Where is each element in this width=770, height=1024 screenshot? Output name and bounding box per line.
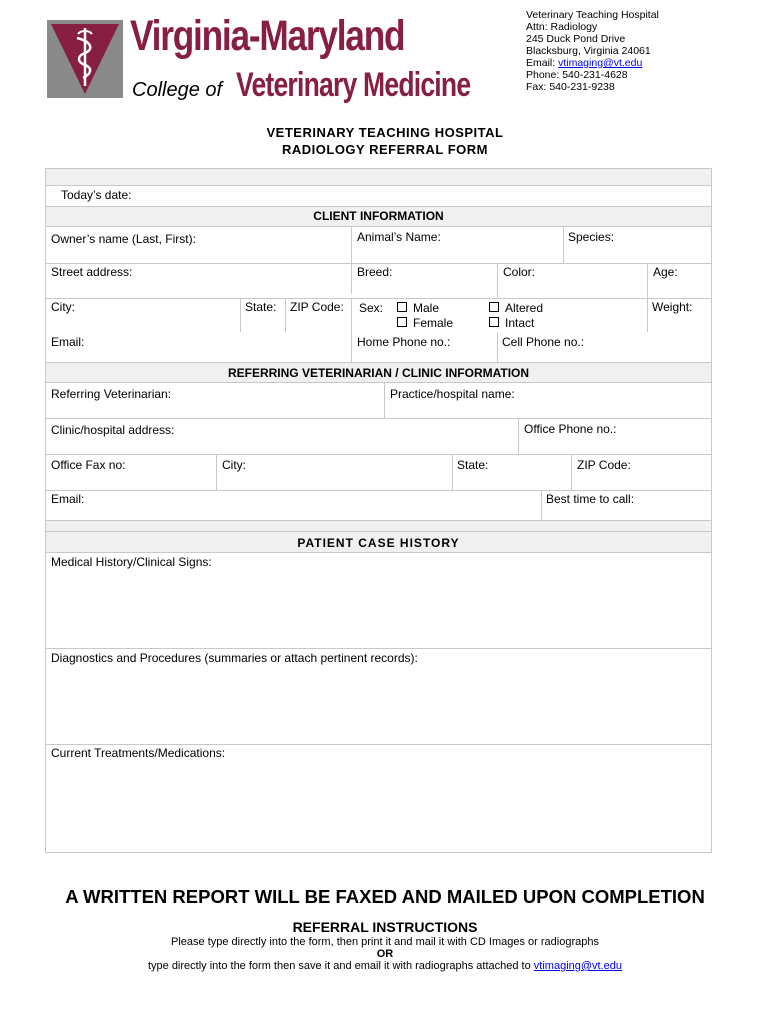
divider (518, 418, 519, 454)
footer-email-link[interactable]: vtimaging@vt.edu (533, 960, 623, 972)
instructions-or: OR (376, 948, 394, 960)
state-label: State: (245, 300, 277, 314)
breed-label: Breed: (357, 265, 393, 279)
intact-label: Intact (505, 316, 535, 330)
clinic-address-label: Clinic/hospital address: (51, 423, 175, 437)
logo-college-of: College of (132, 79, 223, 101)
divider (497, 332, 498, 362)
sex-male-option[interactable] (397, 301, 439, 315)
home-phone-label: Home Phone no.: (357, 335, 451, 349)
checkbox-icon[interactable] (489, 317, 499, 327)
form-title-line2: RADIOLOGY REFERRAL FORM (281, 142, 489, 157)
email-link[interactable]: vtimaging@vt.edu (558, 57, 643, 69)
practice-name-label: Practice/hospital name: (390, 387, 515, 401)
treatments-label: Current Treatments/Medications: (51, 746, 226, 760)
street-address-label: Street address: (51, 265, 133, 279)
color-label: Color: (503, 265, 536, 279)
intact-option[interactable] (489, 316, 534, 330)
owner-name-label: Owner’s name (Last, First): (51, 232, 196, 246)
divider (46, 418, 711, 419)
best-time-label: Best time to call: (546, 492, 635, 506)
divider (351, 298, 352, 332)
divider (563, 227, 564, 263)
instructions-line2-row (0, 960, 770, 972)
address-line: 245 Duck Pond Drive (526, 33, 626, 45)
address-phone: Phone: 540-231-4628 (526, 69, 628, 81)
divider (46, 263, 711, 264)
divider (46, 298, 711, 299)
divider (240, 298, 241, 332)
divider (46, 490, 711, 491)
office-fax-label: Office Fax no: (51, 458, 126, 472)
address-line: Veterinary Teaching Hospital (526, 9, 659, 21)
cell-phone-label: Cell Phone no.: (502, 335, 585, 349)
email-prefix: Email: (526, 57, 559, 69)
address-line: Blacksburg, Virginia 24061 (526, 45, 651, 57)
divider (384, 383, 385, 418)
referring-vet-label: Referring Veterinarian: (51, 387, 172, 401)
divider (541, 490, 542, 520)
divider (285, 298, 286, 332)
altered-label: Altered (505, 301, 544, 315)
male-label: Male (413, 301, 440, 315)
medical-history-label: Medical History/Clinical Signs: (51, 555, 212, 569)
ref-vet-header: REFERRING VETERINARIAN / CLINIC INFORMATION (227, 366, 530, 380)
altered-option[interactable] (489, 301, 543, 315)
client-email-label: Email: (51, 335, 85, 349)
species-label: Species: (568, 230, 615, 244)
instructions-line1: Please type directly into the form, then print it and mail it with CD Images or radiographs (171, 936, 599, 948)
animal-name-label: Animal’s Name: (357, 230, 441, 244)
todays-date-label: Today’s date: (61, 188, 132, 202)
instructions-line2: type directly into the form then save it and email it with radiographs attached to (147, 960, 534, 972)
diagnostics-label: Diagnostics and Procedures (summaries or attach pertinent records): (51, 651, 418, 665)
referral-instructions-title: REFERRAL INSTRUCTIONS (292, 919, 478, 935)
city-label: City: (51, 300, 75, 314)
patient-history-header: PATIENT CASE HISTORY (297, 536, 460, 550)
office-phone-label: Office Phone no.: (524, 422, 617, 436)
divider (46, 648, 711, 649)
form-title-line1: VETERINARY TEACHING HOSPITAL (266, 125, 504, 140)
weight-label: Weight: (652, 300, 693, 314)
divider (216, 454, 217, 490)
referral-form (45, 168, 712, 853)
divider (452, 454, 453, 490)
checkbox-icon[interactable] (397, 302, 407, 312)
zip-code-label: ZIP Code: (290, 300, 344, 314)
address-line: Attn: Radiology (526, 21, 598, 33)
divider (497, 263, 498, 298)
hospital-address (526, 9, 659, 93)
ref-city-label: City: (222, 458, 246, 472)
checkbox-icon[interactable] (397, 317, 407, 327)
checkbox-icon[interactable] (489, 302, 499, 312)
divider (46, 744, 711, 745)
logo-veterinary-medicine: Veterinary Medicine (236, 66, 471, 104)
ref-email-label: Email: (51, 492, 85, 506)
report-notice: A WRITTEN REPORT WILL BE FAXED AND MAILED UPON COMPLETION (65, 886, 705, 907)
divider (46, 454, 711, 455)
sex-label: Sex: (359, 301, 384, 315)
top-band (46, 169, 711, 186)
age-label: Age: (653, 265, 678, 279)
vet-college-logo-icon (47, 20, 123, 98)
client-info-header: CLIENT INFORMATION (313, 209, 444, 223)
divider (351, 332, 352, 362)
female-label: Female (413, 316, 454, 330)
ref-state-label: State: (457, 458, 489, 472)
address-fax: Fax: 540-231-9238 (526, 81, 615, 93)
sex-female-option[interactable] (397, 316, 453, 330)
logo-title: Virginia-Maryland (130, 12, 405, 60)
divider (571, 454, 572, 490)
address-email-row (526, 57, 659, 69)
ref-zip-label: ZIP Code: (577, 458, 631, 472)
divider (351, 227, 352, 294)
